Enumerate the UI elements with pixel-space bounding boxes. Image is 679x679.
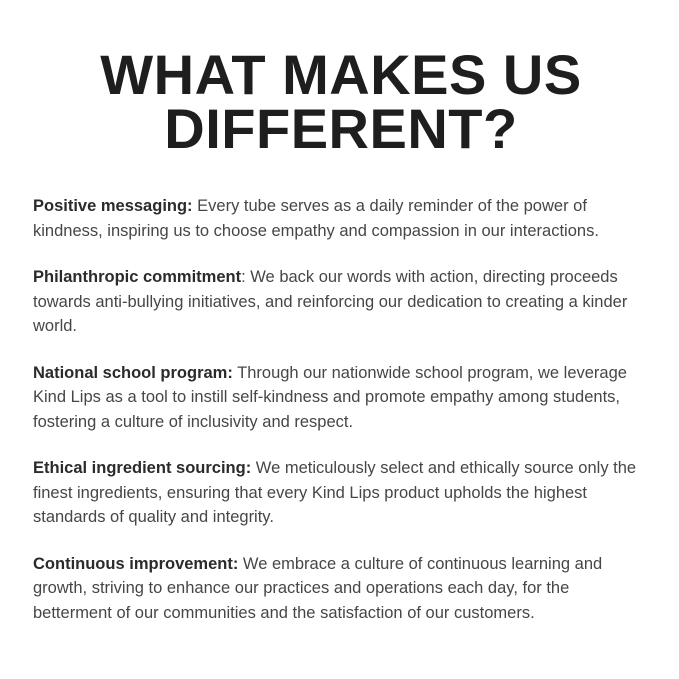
paragraph-text: : We back our words with action, directing proceeds towards anti-bullying initiatives, and reinforcing our dedication to creating a kinder world. [33, 268, 628, 335]
paragraph-text: Every tube serves as a daily reminder of the power of kindness, inspiring us to choose empathy and compassion in our interactions. [33, 197, 599, 240]
paragraph-positive-messaging [33, 194, 649, 243]
paragraph-text: Through our nationwide school program, we leverage Kind Lips as a tool to instill self-kindness and promote empathy among students, fostering a culture of inclusivity and respect. [33, 363, 627, 431]
paragraph-philanthropic-commitment [33, 265, 649, 339]
paragraph-label: Ethical ingredient sourcing: [33, 459, 252, 477]
paragraph-text: We embrace a culture of continuous learning and growth, striving to enhance our practices and operations each day, for the betterment of our communities and the satisfaction of our customers. [33, 554, 603, 622]
paragraph-label: Philanthropic commitment [33, 268, 242, 286]
page-title-line1: WHAT MAKES US [100, 43, 582, 106]
paragraph-label: National school program: [33, 363, 233, 382]
paragraph-label: Positive messaging: [33, 197, 193, 215]
paragraph-ethical-ingredient-sourcing [33, 456, 649, 530]
page-title-line2: DIFFERENT? [164, 97, 518, 160]
paragraph-text: We meticulously select and ethically source only the finest ingredients, ensuring that every Kind Lips product upholds the highest standards of quality and integrity. [33, 459, 637, 526]
paragraph-continuous-improvement [33, 552, 649, 626]
values-list [33, 194, 649, 625]
page-title [33, 43, 649, 160]
paragraph-label: Continuous improvement: [33, 554, 239, 573]
paragraph-national-school-program [33, 361, 649, 435]
